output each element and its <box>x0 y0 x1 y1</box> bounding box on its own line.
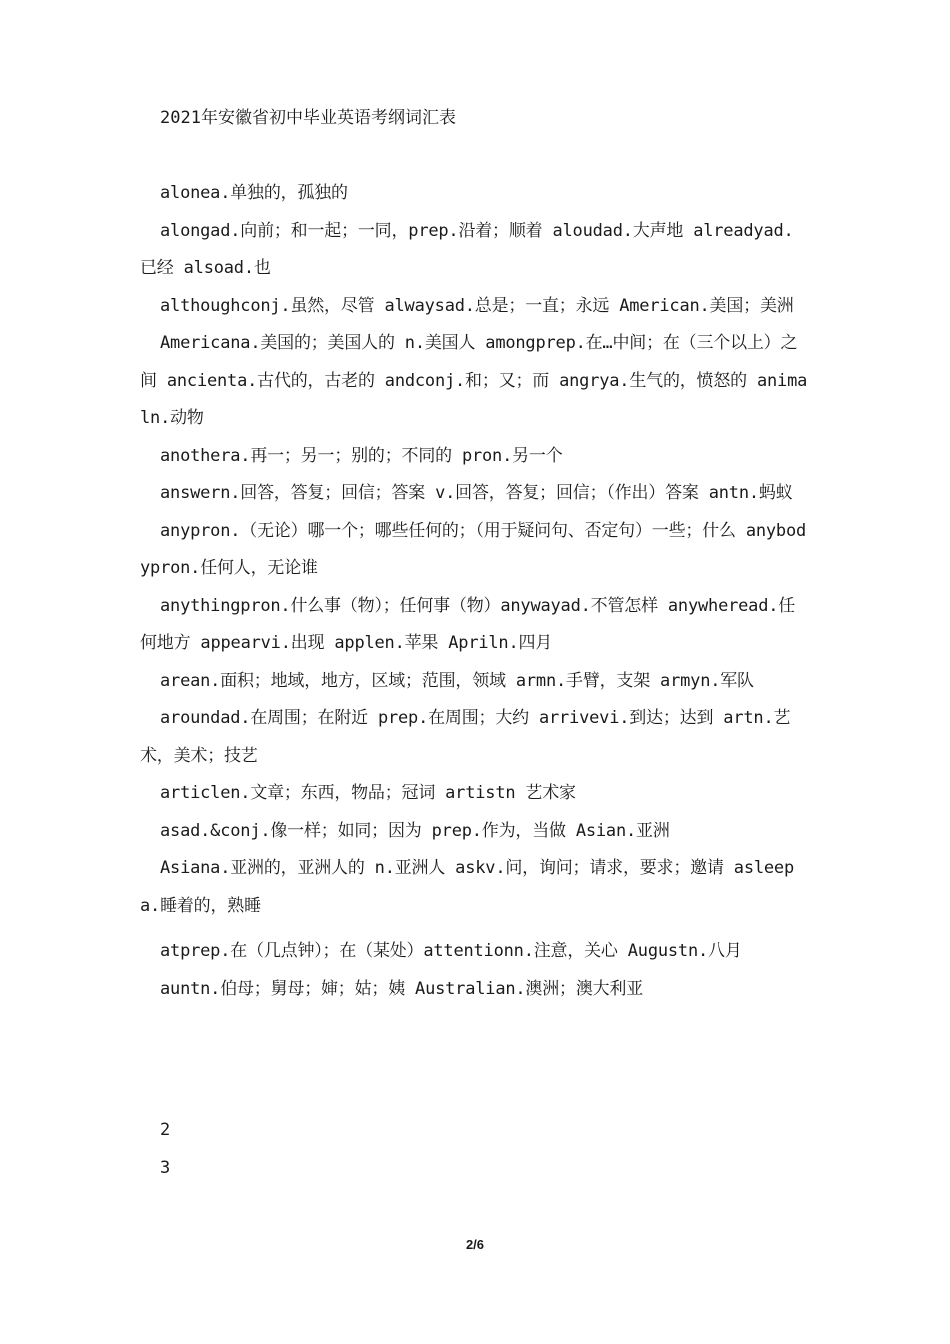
vocab-paragraph: althoughconj.虽然，尽管 alwaysad.总是；一直；永远 American.美国；美洲 <box>160 295 794 316</box>
vocab-paragraph: asad.&conj.像一样；如同；因为 prep.作为，当做 Asian.亚洲 <box>160 820 670 841</box>
vocab-paragraph: atprep.在（几点钟）；在（某处）attentionn.注意，关心 Augustn.八月 <box>160 941 742 961</box>
page-indicator: 2/6 <box>465 1237 485 1252</box>
page-number-list <box>160 1112 170 1187</box>
vocab-paragraph: anythingpron.什么事（物）；任何事（物）anywayad.不管怎样 anywheread.任何地方 appearvi.出现 applen.苹果 Apriln.四月 <box>140 595 796 653</box>
vocab-paragraph: arean.面积；地域，地方，区域；范围，领域 armn.手臂，支架 armyn.军队 <box>160 670 754 691</box>
vocab-paragraph: auntn.伯母；舅母；婶；姑；姨 Australian.澳洲；澳大利亚 <box>160 978 644 999</box>
vocabulary-list <box>140 175 808 1008</box>
vocab-paragraph: anothera.再一；另一；别的；不同的 pron.另一个 <box>160 445 563 466</box>
vocab-paragraph: Americana.美国的；美国人的 n.美国人 amongprep.在…中间；在（三个以上）之间 ancienta.古代的，古老的 andconj.和；又；而 angrya.生气的，愤怒的 animaln.动物 <box>140 333 808 428</box>
vocab-paragraph: aroundad.在周围；在附近 prep.在周围；大约 arrivevi.到达；达到 artn.艺术，美术；技艺 <box>140 708 791 766</box>
vocab-paragraph: articlen.文章；东西，物品；冠词 artistn 艺术家 <box>160 783 576 803</box>
vocab-paragraph: alonea.单独的，孤独的 <box>160 183 348 203</box>
page-number: 3 <box>160 1157 171 1178</box>
vocab-paragraph: answern.回答，答复；回信；答案 v.回答，答复；回信；（作出）答案 antn.蚂蚁 <box>160 483 793 503</box>
page-title: 2021年安徽省初中毕业英语考纲词汇表 <box>160 108 456 128</box>
vocab-paragraph: Asiana.亚洲的，亚洲人的 n.亚洲人 askv.问，询问；请求，要求；邀请 asleepa.睡着的，熟睡 <box>140 858 795 916</box>
page-number: 2 <box>160 1120 171 1140</box>
vocab-paragraph: anypron.（无论）哪一个；哪些任何的；（用于疑问句、否定句）一些；什么 anybodypron.任何人，无论谁 <box>140 520 807 578</box>
vocab-paragraph: alongad.向前；和一起；一同，prep.沿着；顺着 aloudad.大声地 alreadyad.已经 alsoad.也 <box>140 220 794 278</box>
